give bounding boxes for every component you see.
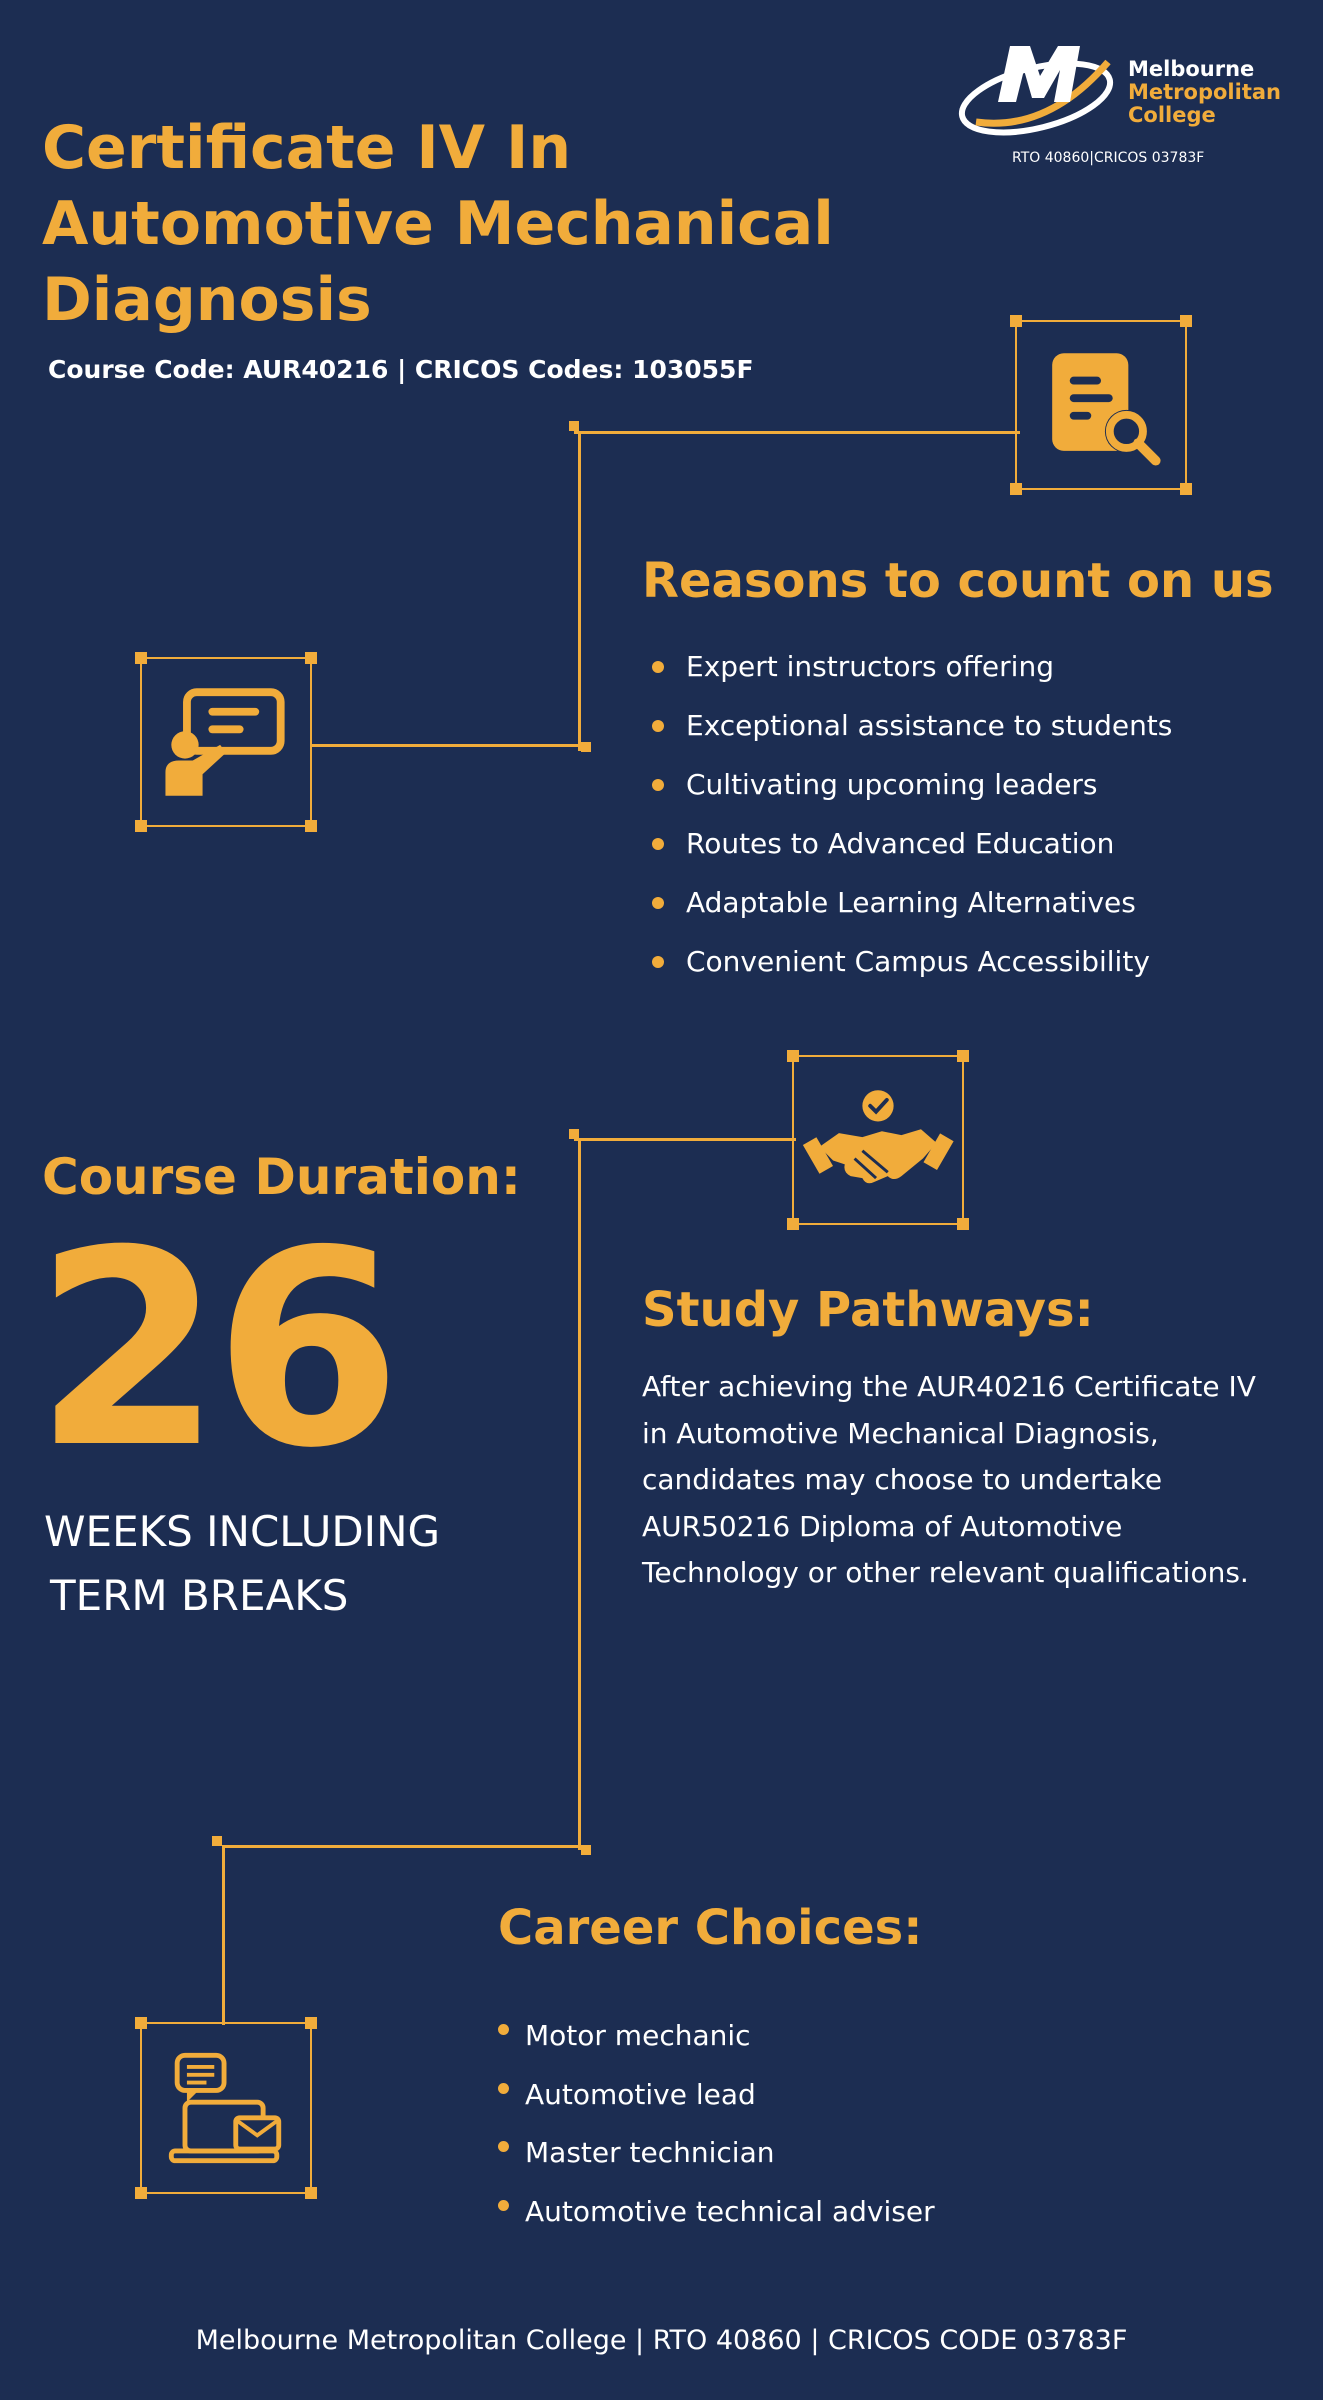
reason-item: Routes to Advanced Education xyxy=(646,822,1306,881)
duration-number: 26 xyxy=(34,1192,394,1507)
reasons-heading: Reasons to count on us xyxy=(642,553,1274,609)
reason-item: Exceptional assistance to students xyxy=(646,704,1306,763)
college-logo xyxy=(958,40,1288,175)
title-line-1: Certificate IV In xyxy=(42,113,572,183)
logo-line-3: College xyxy=(1128,103,1216,127)
reasons-list xyxy=(646,645,1306,999)
computer-chat-icon xyxy=(142,2024,310,2192)
document-search-box xyxy=(1015,320,1187,490)
logo-line-1: Melbourne xyxy=(1128,57,1255,81)
connector-dot xyxy=(212,1836,222,1846)
reason-item: Convenient Campus Accessibility xyxy=(646,940,1306,999)
logo-registration: RTO 40860|CRICOS 03783F xyxy=(1012,150,1205,166)
career-item: Motor mechanic xyxy=(498,2010,1198,2069)
handshake-box xyxy=(792,1055,964,1225)
connector-dot xyxy=(581,1845,591,1855)
connector-line xyxy=(578,431,581,751)
duration-line-2: TERM BREAKS xyxy=(50,1571,349,1620)
pathways-heading: Study Pathways: xyxy=(642,1282,1094,1338)
connector-line xyxy=(222,1845,584,1848)
reason-item: Expert instructors offering xyxy=(646,645,1306,704)
document-search-icon xyxy=(1017,322,1185,488)
logo-line-2: Metropolitan xyxy=(1128,80,1281,104)
logo-wordmark xyxy=(1128,58,1281,127)
career-list xyxy=(498,2010,1198,2244)
connector-dot xyxy=(581,742,591,752)
teacher-presentation-icon xyxy=(142,659,310,825)
title-line-3: Diagnosis xyxy=(42,265,372,335)
college-logo-mark-icon xyxy=(958,40,1123,145)
connector-line xyxy=(574,431,1020,434)
connector-line xyxy=(574,1138,796,1141)
career-item: Master technician xyxy=(498,2127,1198,2186)
teacher-box xyxy=(140,657,312,827)
reason-item: Adaptable Learning Alternatives xyxy=(646,881,1306,940)
duration-line-1: WEEKS INCLUDING xyxy=(44,1507,441,1556)
reason-item: Cultivating upcoming leaders xyxy=(646,763,1306,822)
page-title xyxy=(42,110,942,338)
career-item: Automotive technical adviser xyxy=(498,2186,1198,2245)
pathways-description: After achieving the AUR40216 Certificate IV in Automotive Mechanical Diagnosis, candidates may choose to undertake AUR50216 Diploma of Automotive Technology or other relevant qualifications. xyxy=(642,1370,1256,1589)
duration-unit xyxy=(44,1500,440,1628)
title-line-2: Automotive Mechanical xyxy=(42,189,834,259)
handshake-check-icon xyxy=(794,1057,962,1223)
footer-text: Melbourne Metropolitan College | RTO 40860 | CRICOS CODE 03783F xyxy=(195,2325,1128,2356)
computer-chat-box xyxy=(140,2022,312,2194)
connector-line xyxy=(578,1138,581,1850)
connector-line xyxy=(222,1845,225,2025)
connector-dot xyxy=(569,1129,579,1139)
connector-line xyxy=(310,744,580,747)
course-code: Course Code: AUR40216 | CRICOS Codes: 103055F xyxy=(48,355,754,384)
career-item: Automotive lead xyxy=(498,2069,1198,2128)
connector-dot xyxy=(569,421,579,431)
duration-heading: Course Duration: xyxy=(42,1148,521,1206)
career-heading: Career Choices: xyxy=(498,1900,923,1956)
